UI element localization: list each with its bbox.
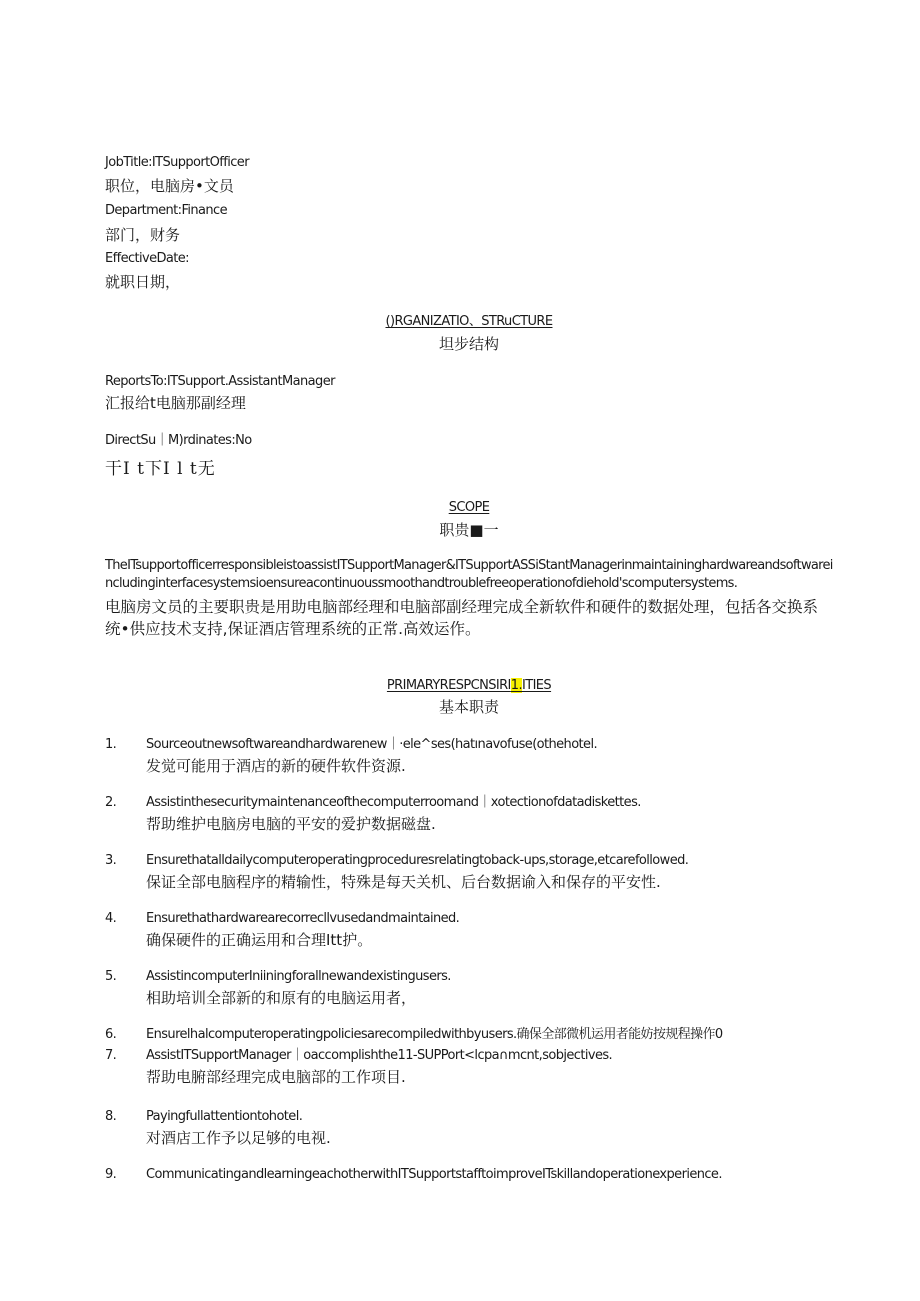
item-number: 3. bbox=[105, 853, 117, 868]
item-number: 2. bbox=[105, 795, 117, 810]
item-number: 7. bbox=[105, 1048, 117, 1063]
scope-paragraph bbox=[105, 557, 833, 640]
item-text-zh: 帮助电腑部经理完成电脑部的工作项目. bbox=[146, 1068, 406, 1086]
subordinates-en: DirectSu｜M)rdinates:No bbox=[105, 433, 252, 448]
department-zh: 部门，财务 bbox=[105, 226, 181, 244]
item-text-en: AssistincomputerIniiningforallnewandexistingusers. bbox=[146, 969, 451, 984]
item-text-en: Ensurelhalcomputeroperatingpoliciesarecompiledwithbyusers.确保全部微机运用者能妨按规程操作0 bbox=[146, 1027, 723, 1042]
item-text-zh: 保证全部电脑程序的精输性，特殊是每天关机、后台数据谕入和保存的平安性. bbox=[146, 873, 661, 891]
effective-date-en: EffectiveDate: bbox=[105, 251, 189, 266]
scope-heading-en: SCOPE bbox=[448, 500, 490, 515]
scope-heading-zh: 职贵■一 bbox=[439, 521, 499, 539]
responsibilities-heading-part: ITIES bbox=[522, 678, 552, 693]
item-text-en: Assistinthesecuritymaintenanceofthecomputerroomand｜xotectionofdatadiskettes. bbox=[146, 795, 641, 810]
item-text-zh: 对酒店工作予以足够的电视. bbox=[146, 1129, 331, 1147]
item-text-zh: 发觉可能用于酒店的新的硬件软件资源. bbox=[146, 757, 406, 775]
item-number: 8. bbox=[105, 1109, 117, 1124]
responsibilities-heading-part: PRIMARYRESPCNSIRI bbox=[386, 678, 511, 693]
item-text-zh: 确保硬件的正确运用和合理Itt护。 bbox=[146, 931, 373, 949]
responsibilities-heading-en bbox=[387, 678, 551, 693]
effective-date-zh: 就职日期， bbox=[105, 273, 181, 291]
item-text-zh: 帮助维护电脑房电脑的平安的爱护数据磁盘. bbox=[146, 815, 436, 833]
responsibilities-heading-zh: 基本职责 bbox=[438, 698, 499, 716]
reports-to-en: ReportsTo:ITSupport.AssistantManager bbox=[105, 374, 335, 389]
organization-heading-en: ()RGANIZATIO、STRuCTURE bbox=[385, 314, 553, 329]
item-text-en: AssistITSupportManager｜oaccomplishthe11-SUPPort<lcpa∩mcnt,sobjectives. bbox=[146, 1048, 613, 1063]
subordinates-zh: 干I t下I l t无 bbox=[105, 459, 216, 479]
scope-text-en: TheITsupportofficerresponsibleistoassistITSupportManager&ITSupportASSiStantManagerinmaintaininghardwareandsoftwareincludinginterfacesystemsioensureacontinuoussmoothandtroublefreeoperationofdiehold'scomputersystems. bbox=[105, 558, 833, 591]
organization-heading-zh: 坦步结构 bbox=[438, 335, 499, 353]
item-text-zh: 相助培训全部新的和原有的电脑运用者， bbox=[146, 989, 417, 1007]
responsibilities-heading-highlight: 1. bbox=[510, 678, 522, 693]
item-text-en: CommunicatingandlearningeachotherwithITSupportstafftoimproveITskillandoperationexperience. bbox=[146, 1167, 722, 1182]
item-number: 4. bbox=[105, 911, 117, 926]
item-number: 9. bbox=[105, 1167, 117, 1182]
department-en: Department:Finance bbox=[105, 203, 227, 218]
reports-to-zh: 汇报给t电脑那副经理 bbox=[105, 394, 246, 412]
item-number: 6. bbox=[105, 1027, 117, 1042]
item-text-en: Sourceoutnewsoftwareandhardwarenew｜·ele^ses(hatınavofuse(othehotel. bbox=[146, 737, 597, 752]
item-text-en: Ensurethatalldailycomputeroperatingproceduresrelatingtoback-ups,storage,etcarefollowed. bbox=[146, 853, 689, 868]
item-number: 1. bbox=[105, 737, 117, 752]
job-title-en: JobTitle:ITSupportOfficer bbox=[105, 155, 249, 170]
job-title-zh: 职位，电脑房•文员 bbox=[105, 177, 234, 195]
item-number: 5. bbox=[105, 969, 117, 984]
scope-text-zh: 电脑房文员的主要职贵是用助电脑部经理和电脑部副经理完成全新软件和硬件的数据处理，包括各交换系统•供应技术支持,保证酒店管理系统的正常.高效运作。 bbox=[105, 598, 819, 638]
item-text-en: Payingfullattentiontohotel. bbox=[146, 1109, 303, 1124]
item-text-en: Ensurethathardwarearecorrecllvusedandmaintained. bbox=[146, 911, 460, 926]
